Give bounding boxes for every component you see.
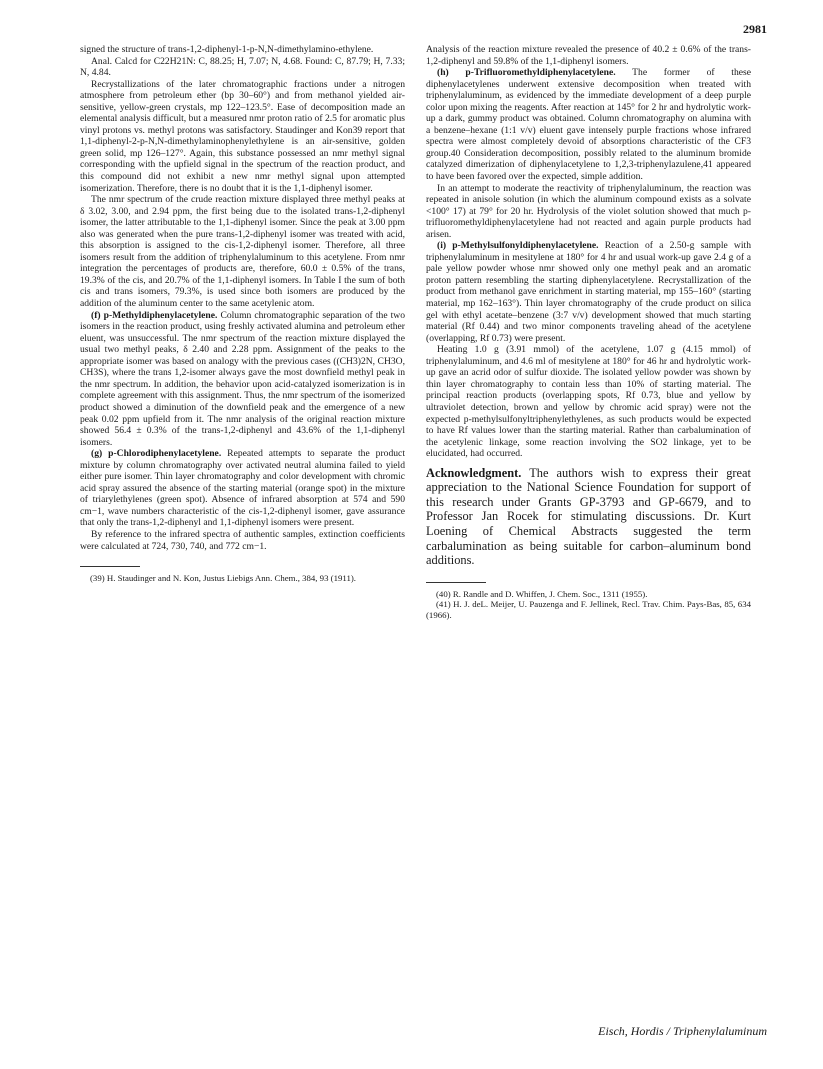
paragraph-p1: signed the structure of trans-1,2-diphenyl-1-p-N,N-dimethylamino-ethylene. [80, 44, 374, 55]
paragraph-nmr-spectrum: The nmr spectrum of the crude reaction mixture displayed three methyl peaks at δ 3.02, 3.00, and 2.94 ppm, the first being due to the isolated trans-1,2-diphenyl isomer, the latter attributable to the 1,1-diphenyl isomer. Since the peak at 3.00 ppm also was generated when the pure trans-1,2-diphenyl isomer was treated with acid, this absorption is assigned to the cis-1,2-diphenyl isomer. Therefore, all three isomers result from the addition of triphenylaluminum to this acetylene. From nmr integration the percentages of products are, therefore, 60.0 ± 0.5% of the trans, 19.3% of the cis, and 20.7% of the 1,1-diphenyl isomers. In Table I the sum of both cis and trans isomers, 79.3%, is used since both isomers are produced by the addition of the aluminum center to the same acetylenic atom. [80, 194, 405, 310]
footnote-41: (41) H. J. deL. Meijer, U. Pauzenga and F. Jellinek, Recl. Trav. Chim. Pays-Bas, 85, 634 (1966). [426, 599, 751, 620]
section-f-text: Column chromatographic separation of the two isomers in the reaction product, using freshly activated alumina and petroleum ether eluent, was unsuccessful. The nmr spectrum of the reaction mixture displayed the usual two methyl peaks, δ 2.40 and 2.28 ppm. Assignment of the peaks to the appropriate isomer was based on analogy with the previous cases ((CH3)2N, CH3O, CH3S), where the trans 1,2-isomer always gave the most downfield methyl peak in the nmr spectrum. In addition, the behavior upon acid-catalyzed isomerization is in complete agreement with this assignment. Thus, the nmr spectrum of the isomerized product showed a diminution of the downfield peak and the emergence of a new peak 0.02 ppm upfield from it. The nmr analysis of the original reaction mixture showed 56.4 ± 0.3% of the trans-1,2-diphenyl and 43.6% of the 1,1-diphenyl isomers. [80, 309, 405, 448]
acknowledgment-text: The authors wish to express their great appreciation to the National Science Foundation for support of this research under Grants GP-3793 and GP-6679, and to Professor Jan Rocek for stimulating discussions. Dr. Kurt Loening of Chemical Abstracts suggested the term carbalumination as being suitable for carbon–aluminum bond additions. [426, 465, 751, 568]
paragraph-recrystallization: Recrystallizations of the later chromatographic fractions under a nitrogen atmosphere from petroleum ether (bp 30–60°) and from methanol yielded air-sensitive, yellow-green crystals, mp 122–123.5°. Ease of decomposition made an elemental analysis difficult, but a measured nmr proton ratio of 2.5 for aromatic plus vinyl protons vs. methyl protons was satisfactory. Staudinger and Kon39 report that 1,1-diphenyl-2-p-N,N-dimethylaminophenylethylene is an air-sensitive, golden green solid, mp 126–127°. Again, this substance possessed an nmr methyl signal corresponding with the upfield signal in the spectrum of the reaction product, and this compound did not exhibit a new nmr methyl signal upon attempted isomerization. Therefore, there is no doubt that it is the 1,1-diphenyl isomer. [80, 78, 405, 194]
footnote-divider [426, 582, 486, 583]
page-number: 2981 [743, 22, 767, 36]
footnote-divider [80, 566, 140, 567]
left-column [80, 44, 405, 583]
section-h-text: The former of these diphenylacetylenes underwent extensive decomposition when treated with triphenylaluminum, as evidenced by the immediate development of a deep purple color upon mixing the reagents. After reaction at 145° for 2 hr and hydrolytic work-up a dark, gummy product was obtained. Column chromatography on alumina with a benzene–hexane (1:1 v/v) eluent gave intensely purple fractions whose infrared spectra were almost completely devoid of absorptions characteristic of the CF3 group.40 Consideration decomposition, possibly related to the aluminum bromide catalyzed dimerization of diphenylacetylene to 1,2,3-triphenylazulene,41 appeared to have been favored over the expected, simple addition. [426, 67, 751, 183]
acknowledgment-title: Acknowledgment. [426, 465, 522, 480]
right-column [426, 44, 751, 620]
paragraph-extinction: By reference to the infrared spectra of authentic samples, extinction coefficients were calculated at 724, 730, 740, and 772 cm−1. [80, 528, 405, 552]
section-i-text: Reaction of a 2.50-g sample with triphenylaluminum in mesitylene at 180° for 4 hr and usual work-up gave 2.4 g of a pale yellow powder whose nmr showed only one methyl peak and an aromatic proton pattern resembling the starting diphenylacetylene. Recrystallization of the product from methanol gave enrichment in starting material, mp 155–160° (starting material, mp 162–163°). Thin layer chromatography of the crude product on silica gel with ethyl acetate–benzene (3:7 v/v) development showed that much starting material (Rf 0.44) and two minor components traveling ahead of the acetylene (overlapping, Rf 0.73) were present. [426, 240, 751, 344]
paragraph-anisole: In an attempt to moderate the reactivity of triphenylaluminum, the reaction was repeated in anisole solution (in which the aluminum compound exists as a solvate <100° 17) at 79° for 20 hr. Hydrolysis of the violet solution showed that much p-trifluoromethyldiphenylacetylene had not reacted and again purple products had arisen. [426, 182, 751, 240]
footnote-39: (39) H. Staudinger and N. Kon, Justus Liebigs Ann. Chem., 384, 93 (1911). [90, 573, 357, 584]
footnote-40: (40) R. Randle and D. Whiffen, J. Chem. Soc., 1311 (1955). [436, 588, 648, 599]
section-i-heading: (i) p-Methylsulfonyldiphenylacetylene. [437, 240, 599, 252]
section-h-heading: (h) p-Trifluoromethyldiphenylacetylene. [437, 67, 616, 79]
paragraph-heating: Heating 1.0 g (3.91 mmol) of the acetylene, 1.07 g (4.15 mmol) of triphenylaluminum, and 4.6 ml of mesitylene at 180° for 46 hr and hydrolytic work-up gave an acrid odor of sulfur dioxide. The isolated yellow powder was shown by thin layer chromatography to contain less than 10% of starting material. The principal reaction products (overlapping spots, Rf 0.73, blue and yellow by ultraviolet detection, brown and yellow by chromic acid spray) were not the expected p-methylsulfonyltriphenylethylenes, as such products would be expected to have Rf values lower than the starting material. Rather than carbalumination of the acetylenic linkage, some reaction involving the SO2 linkage, yet to be elucidated, had occurred. [426, 344, 751, 460]
section-g-text: Repeated attempts to separate the product mixture by column chromatography over activated neutral alumina failed to yield either pure isomer. Thin layer chromatography and color development with chromic acid spray assured the absence of the starting material (orange spot) in the mixture of triarylethylenes (green spot). Absence of infrared absorption at 574 and 590 cm−1, wave numbers characteristic of the cis-1,2-diphenyl isomer, gave assurance that only the trans-1,2-diphenyl and 1,1-diphenyl isomers were present. [80, 448, 405, 529]
acknowledgment [426, 466, 751, 568]
section-f-heading: (f) p-Methyldiphenylacetylene. [91, 309, 218, 321]
paragraph-section-h [426, 67, 751, 182]
paragraph-section-i [426, 240, 751, 344]
paragraph-analysis: Anal. Calcd for C22H21N: C, 88.25; H, 7.07; N, 4.68. Found: C, 87.79; H, 7.33; N, 4.84. [80, 55, 405, 79]
paragraph-section-f [80, 310, 405, 449]
running-footer: Eisch, Hordis / Triphenylaluminum [598, 1024, 767, 1038]
section-g-heading: (g) p-Chlorodiphenylacetylene. [91, 448, 222, 460]
paragraph-section-g [80, 448, 405, 529]
paragraph-q1: Analysis of the reaction mixture revealed the presence of 40.2 ± 0.6% of the trans-1,2-diphenyl and 59.8% of the 1,1-diphenyl isomers. [426, 44, 751, 67]
